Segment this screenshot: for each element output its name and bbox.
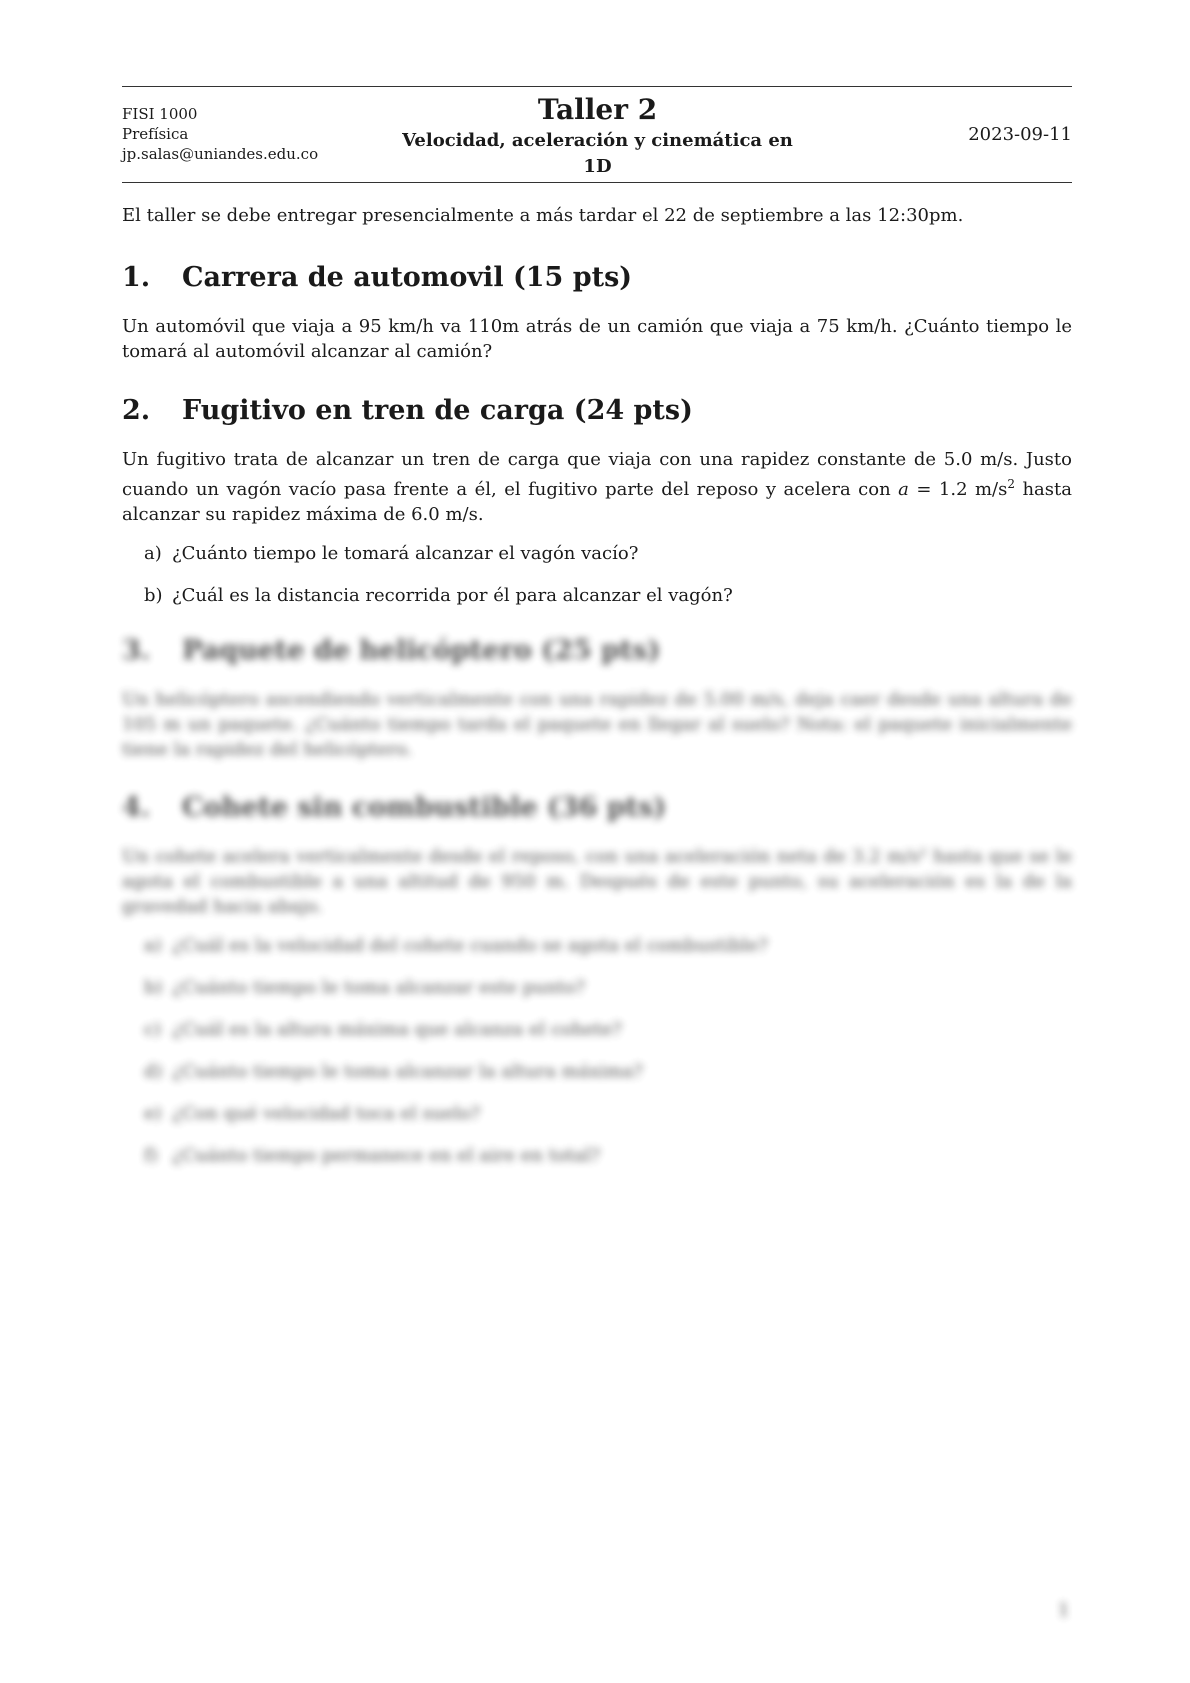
body-text-before: Un fugitivo trata de alcanzar un tren de carga que viaja con una rapidez constante de 5.0 m/s. Justo cuando un vagón vacío pasa frente a él, el fugitivo parte del reposo y acelera con <box>122 449 1072 500</box>
item-label: a) <box>144 543 162 564</box>
item-label: a) <box>144 935 162 956</box>
document-title: Taller 2 <box>537 93 658 126</box>
section-title: Cohete sin combustible (36 pts) <box>182 792 667 823</box>
author-email: jp.salas@uniandes.edu.co <box>122 145 319 163</box>
list-item <box>122 975 1072 1001</box>
item-label: e) <box>144 1103 162 1124</box>
section-heading <box>122 790 1072 826</box>
item-text: ¿Cuánto tiempo le tomará alcanzar el vagón vacío? <box>172 543 639 564</box>
subtitle-line-1: Velocidad, aceleración y cinemática en <box>402 130 793 151</box>
section-title: Paquete de helicóptero (25 pts) <box>182 635 661 666</box>
section-number: 1. <box>122 262 151 293</box>
section-title: Carrera de automovil (15 pts) <box>182 262 633 293</box>
course-code: FISI 1000 <box>122 105 198 123</box>
item-text: ¿Cuál es la distancia recorrida por él para alcanzar el vagón? <box>172 585 733 606</box>
list-item <box>122 1101 1072 1127</box>
math-value: = 1.2 m/s <box>908 479 1008 500</box>
page-number: 1 <box>1058 1600 1070 1621</box>
section-number: 2. <box>122 395 151 426</box>
list-item <box>122 1059 1072 1085</box>
section-heading <box>122 633 1072 669</box>
subtitle-line-2: 1D <box>583 156 612 177</box>
item-label: c) <box>144 1019 162 1040</box>
section-4 <box>122 790 1072 1185</box>
document-date: 2023-09-11 <box>968 124 1072 145</box>
item-label: b) <box>144 977 163 998</box>
question-list <box>122 933 1072 1169</box>
item-text: ¿Cuánto tiempo le toma alcanzar la altura máxima? <box>172 1061 643 1082</box>
header-left-block <box>122 104 318 164</box>
math-variable: a <box>898 479 909 500</box>
section-body: Un helicóptero ascendiendo verticalmente con una rapidez de 5.00 m/s, deja caer desde una altura de 105 m un paquete. ¿Cuánto tiempo tarda el paquete en llegar al suelo? Nota: el paquete inicialmente tiene la rapidez del helicóptero. <box>122 689 1072 760</box>
section-heading <box>122 393 1072 429</box>
section-body <box>122 447 1072 527</box>
header-center-block <box>390 92 805 180</box>
item-text: ¿Cuánto tiempo permanece en el aire en total? <box>172 1145 601 1166</box>
item-label: f) <box>144 1145 158 1166</box>
list-item <box>122 583 1072 609</box>
item-label: b) <box>144 585 163 606</box>
course-subject: Prefísica <box>122 125 189 143</box>
item-text: ¿Cuál es la altura máxima que alcanza el cohete? <box>172 1019 622 1040</box>
section-2 <box>122 393 1072 625</box>
intro-paragraph: El taller se debe entregar presencialmente a más tardar el 22 de septiembre a las 12:30pm. <box>122 205 964 226</box>
document-subtitle <box>390 128 805 180</box>
section-number: 4. <box>122 792 151 823</box>
list-item <box>122 541 1072 567</box>
item-text: ¿Cuánto tiempo le toma alcanzar este punto? <box>172 977 586 998</box>
body-text-after: hasta alcanzar su rapidez máxima de 6.0 m/s. <box>122 479 1072 525</box>
section-body: Un cohete acelera verticalmente desde el reposo, con una aceleración neta de 3.2 m/s² hasta que se le agota el combustible a una altitud de 950 m. Después de este punto, su aceleración es la de la gravedad hacia abajo. <box>122 846 1072 917</box>
section-heading <box>122 260 1072 296</box>
header-bottom-rule <box>122 182 1072 183</box>
section-1 <box>122 260 1072 364</box>
item-text: ¿Cuál es la velocidad del cohete cuando se agota el combustible? <box>172 935 768 956</box>
section-body: Un automóvil que viaja a 95 km/h va 110m atrás de un camión que viaja a 75 km/h. ¿Cuánto tiempo le tomará al automóvil alcanzar al camión? <box>122 316 1072 362</box>
list-item <box>122 1143 1072 1169</box>
header-top-rule <box>122 86 1072 87</box>
math-exponent: 2 <box>1007 477 1015 491</box>
item-text: ¿Con qué velocidad toca el suelo? <box>172 1103 481 1124</box>
section-3 <box>122 633 1072 762</box>
question-list <box>122 541 1072 609</box>
section-number: 3. <box>122 635 151 666</box>
list-item <box>122 933 1072 959</box>
section-title: Fugitivo en tren de carga (24 pts) <box>182 395 693 426</box>
list-item <box>122 1017 1072 1043</box>
item-label: d) <box>144 1061 163 1082</box>
